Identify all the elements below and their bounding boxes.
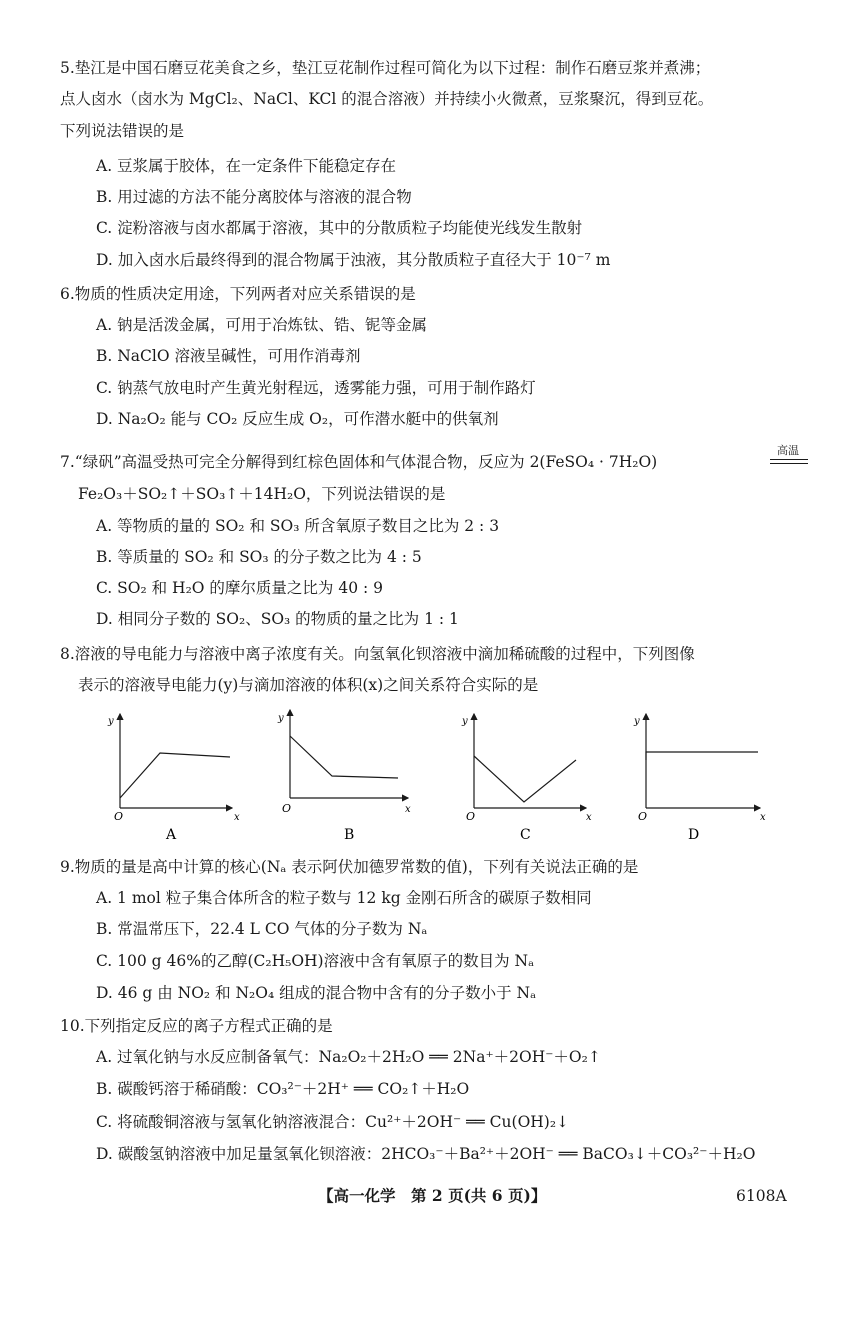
paper-code: 6108A	[736, 1187, 787, 1205]
graph-a-curve	[120, 753, 230, 798]
q6-stem: 6.物质的性质决定用途，下列两者对应关系错误的是	[60, 285, 416, 303]
q7-arrow-line-bottom	[770, 463, 808, 464]
graph-c-y-label: y	[462, 716, 468, 727]
q7-option-a: A. 等物质的量的 SO₂ 和 SO₃ 所含氧原子数目之比为 2 : 3	[96, 517, 500, 535]
graph-d-y-label: y	[634, 716, 640, 727]
graph-d-curve	[646, 752, 758, 760]
q7-option-d: D. 相同分子数的 SO₂、SO₃ 的物质的量之比为 1 : 1	[96, 610, 459, 628]
q7-arrow-line-top	[770, 459, 808, 460]
graph-c-origin: O	[466, 810, 476, 823]
graph-c-curve	[474, 756, 576, 802]
q8-stem-line2: 表示的溶液导电能力(y)与滴加溶液的体积(x)之间关系符合实际的是	[78, 676, 539, 694]
q5-stem-line2: 点人卤水（卤水为 MgCl₂、NaCl、KCl 的混合溶液）并持续小火微煮，豆浆聚沉，得到豆花。	[60, 90, 714, 108]
graph-d	[633, 714, 766, 843]
q6-option-b: B. NaClO 溶液呈碱性，可用作消毒剂	[96, 347, 361, 365]
q7-option-b: B. 等质量的 SO₂ 和 SO₃ 的分子数之比为 4 : 5	[96, 548, 422, 566]
graph-b-curve	[290, 736, 398, 778]
graph-d-origin: O	[638, 810, 648, 823]
q6-option-c: C. 钠蒸气放电时产生黄光射程远，透雾能力强，可用于制作路灯	[96, 379, 536, 397]
q6-option-a: A. 钠是活泼金属，可用于冶炼钛、锆、铌等金属	[96, 316, 428, 334]
graph-c-letter: C	[520, 827, 531, 843]
q8-graph-figure	[100, 706, 780, 846]
q5-option-a: A. 豆浆属于胶体，在一定条件下能稳定存在	[96, 157, 397, 175]
graph-b-letter: B	[344, 827, 355, 843]
q9-option-d: D. 46 g 由 NO₂ 和 N₂O₄ 组成的混合物中含有的分子数小于 Nₐ	[96, 984, 537, 1002]
q7-option-c: C. SO₂ 和 H₂O 的摩尔质量之比为 40 : 9	[96, 579, 384, 597]
q10-option-a: A. 过氧化钠与水反应制备氧气：Na₂O₂＋2H₂O ══ 2Na⁺＋2OH⁻＋O₂↑	[96, 1048, 601, 1066]
q7-reaction-condition: 高温	[777, 444, 799, 457]
q9-option-a: A. 1 mol 粒子集合体所含的粒子数与 12 kg 金刚石所含的碳原子数相同	[96, 889, 592, 907]
graph-c	[461, 714, 592, 843]
graph-d-x-label: x	[760, 812, 766, 823]
q9-option-c: C. 100 g 46%的乙醇(C₂H₅OH)溶液中含有氧原子的数目为 Nₐ	[96, 952, 535, 970]
graph-a	[107, 714, 240, 843]
q9-stem: 9.物质的量是高中计算的核心(Nₐ 表示阿伏加德罗常数的值)，下列有关说法正确的是	[60, 858, 639, 876]
q9-option-b: B. 常温常压下，22.4 L CO 气体的分子数为 Nₐ	[96, 920, 428, 938]
graph-a-letter: A	[166, 827, 177, 843]
q6-option-d: D. Na₂O₂ 能与 CO₂ 反应生成 O₂，可作潜水艇中的供氧剂	[96, 410, 499, 428]
graph-b-origin: O	[282, 802, 292, 815]
graph-a-origin: O	[114, 810, 124, 823]
q10-option-d: D. 碳酸氢钠溶液中加足量氢氧化钡溶液：2HCO₃⁻＋Ba²⁺＋2OH⁻ ══ BaCO₃↓＋CO₃²⁻＋H₂O	[96, 1145, 756, 1163]
graph-b-y-label: y	[278, 713, 284, 724]
q7-stem-line1: 7.“绿矾”高温受热可完全分解得到红棕色固体和气体混合物，反应为 2(FeSO₄ · 7H₂O)	[60, 453, 658, 471]
page-footer: 【高一化学 第 2 页(共 6 页)】	[318, 1186, 547, 1205]
graph-a-y-label: y	[108, 716, 114, 727]
q5-option-d: D. 加入卤水后最终得到的混合物属于浊液，其分散质粒子直径大于 10⁻⁷ m	[96, 251, 611, 269]
q10-option-b: B. 碳酸钙溶于稀硝酸：CO₃²⁻＋2H⁺ ══ CO₂↑＋H₂O	[96, 1080, 470, 1098]
q8-stem-line1: 8.溶液的导电能力与溶液中离子浓度有关。向氢氧化钡溶液中滴加稀硫酸的过程中，下列图像	[60, 645, 695, 663]
q8-graphs-svg	[100, 706, 780, 846]
q10-stem: 10.下列指定反应的离子方程式正确的是	[60, 1017, 333, 1035]
q7-stem-line2: Fe₂O₃＋SO₂↑＋SO₃↑＋14H₂O，下列说法错误的是	[78, 485, 446, 503]
graph-c-x-label: x	[586, 812, 592, 823]
graph-b-x-label: x	[405, 804, 411, 815]
graph-a-x-label: x	[234, 812, 240, 823]
q5-stem-line1: 5.垫江是中国石磨豆花美食之乡，垫江豆花制作过程可简化为以下过程：制作石磨豆浆并煮沸；	[60, 59, 711, 77]
q5-option-b: B. 用过滤的方法不能分离胶体与溶液的混合物	[96, 188, 412, 206]
q5-stem-line3: 下列说法错误的是	[60, 122, 185, 140]
q10-option-c: C. 将硫酸铜溶液与氢氧化钠溶液混合：Cu²⁺＋2OH⁻ ══ Cu(OH)₂↓	[96, 1113, 570, 1131]
q5-option-c: C. 淀粉溶液与卤水都属于溶液，其中的分散质粒子均能使光线发生散射	[96, 219, 583, 237]
graph-d-letter: D	[688, 827, 700, 843]
graph-b	[277, 710, 411, 843]
